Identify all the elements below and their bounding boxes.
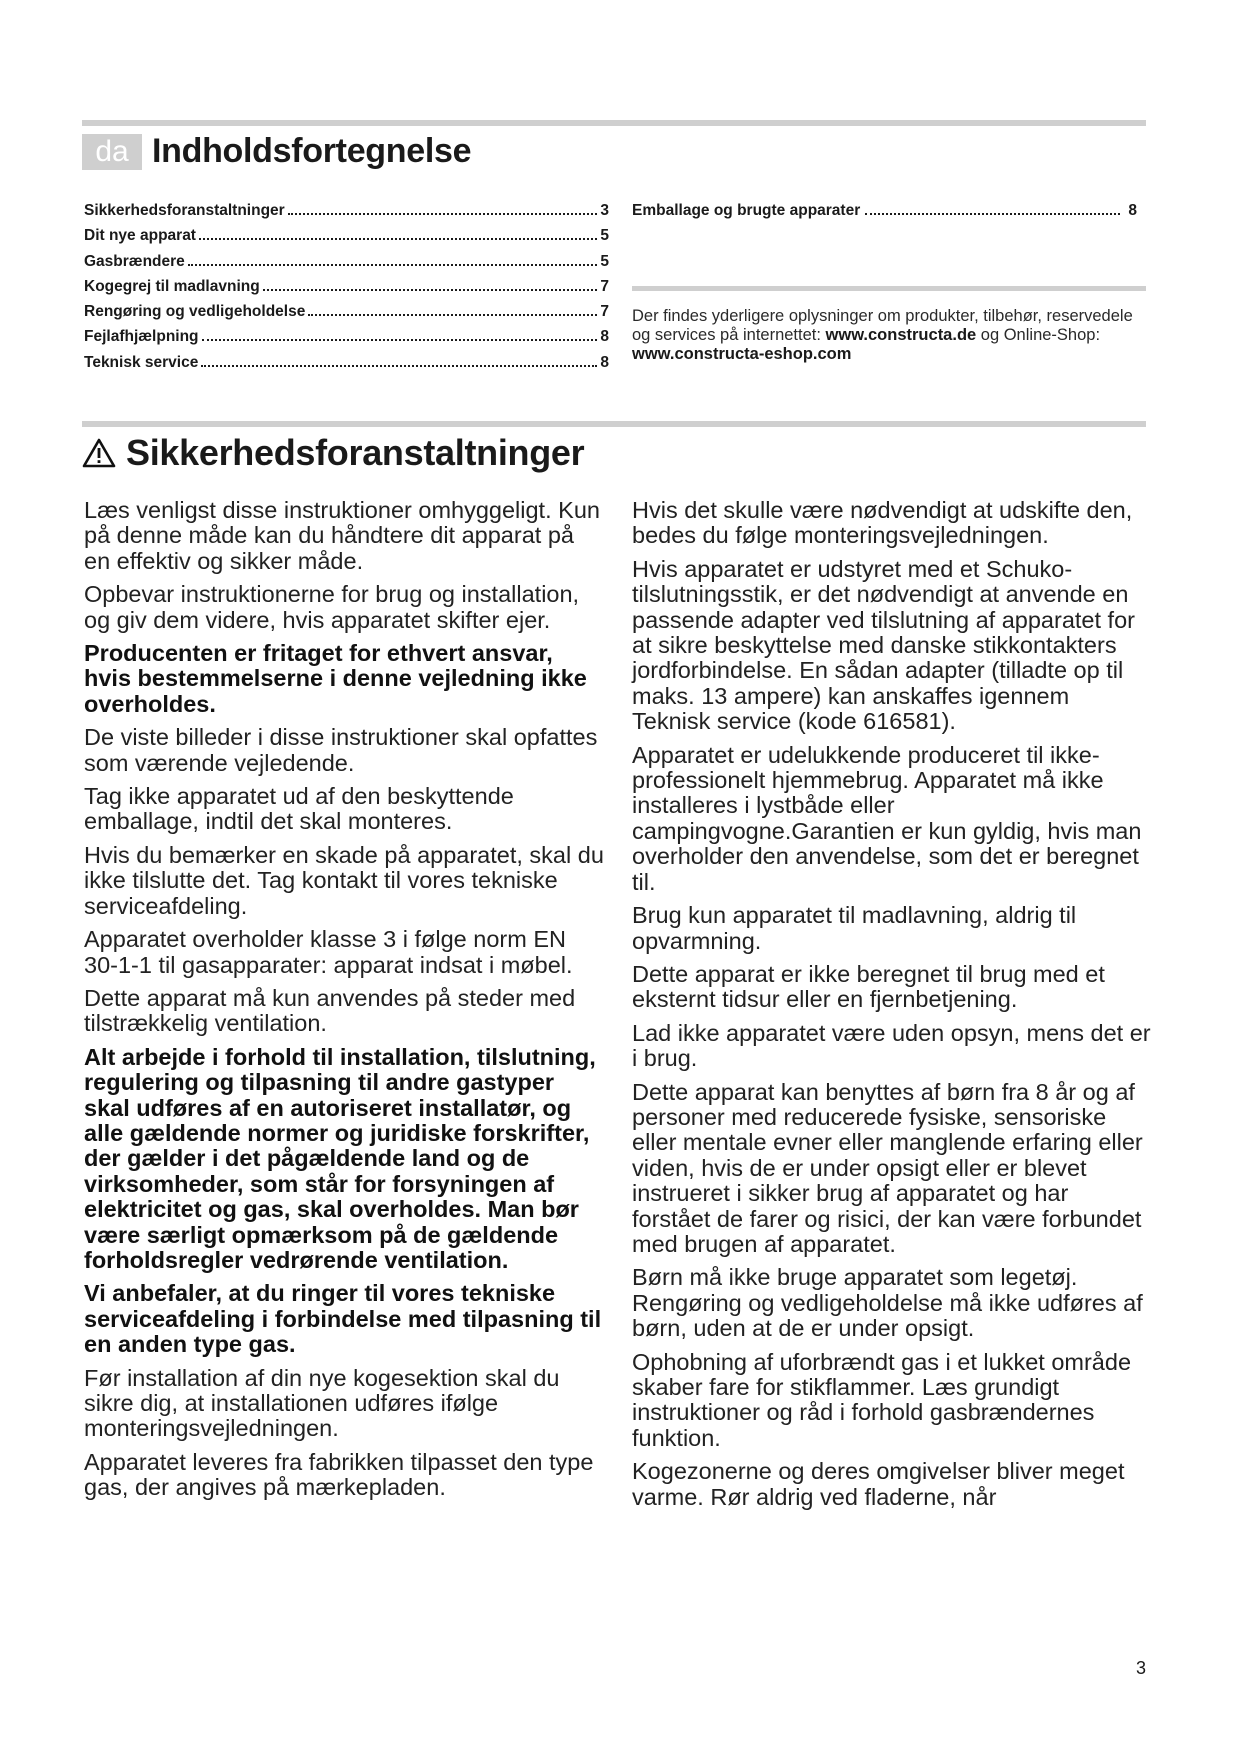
right-column xyxy=(632,498,1152,1518)
toc-leader-dots xyxy=(308,313,597,316)
toc-entry[interactable] xyxy=(84,274,609,299)
toc-entry-page: 8 xyxy=(1128,202,1137,219)
bold-paragraph: Vi anbefaler, at du ringer til vores tekniske serviceafdeling i forbindelse med tilpasning til en anden type gas. xyxy=(84,1280,602,1358)
paragraph: Før installation af din nye kogesektion skal du sikre dig, at installationen udføres ifølge monteringsvejledningen. xyxy=(84,1364,560,1442)
toc-leader-dots xyxy=(865,212,1120,215)
info-rule xyxy=(632,286,1146,291)
paragraph: Hvis det skulle være nødvendigt at udskifte den, bedes du følge monteringsvejledningen. xyxy=(632,497,1133,549)
toc-leader-dots xyxy=(288,212,598,215)
toc-entry-page: 5 xyxy=(600,227,609,245)
info-note xyxy=(632,307,1152,364)
eshop-link[interactable]: www.constructa-eshop.com xyxy=(632,345,852,363)
toc-leader-dots xyxy=(199,237,597,240)
toc-entry-label: Gasbrændere xyxy=(84,252,185,270)
toc-entry-page: 7 xyxy=(600,303,609,321)
section-title: Sikkerhedsforanstaltninger xyxy=(126,432,585,473)
bold-paragraph: Alt arbejde i forhold til installation, tilslutning, regulering og tilpasning til andre gastyper skal udføres af en autoriseret installatør, og alle gældende normer og juridiske forskrifter, der gælder i det pågældende land og de virksomheder, som står for forsyningen af elektricitet og gas, skal overholdes. Man bør være særligt opmærksom på de gældende forholdsregler vedrørende ventilation. xyxy=(84,1043,596,1273)
toc-entry-label: Kogegrej til madlavning xyxy=(84,277,260,295)
language-badge: da xyxy=(82,134,142,170)
toc-entry[interactable] xyxy=(84,249,609,274)
warning-icon xyxy=(82,437,116,469)
paragraph: Hvis apparatet er udstyret med et Schuko-tilslutningsstik, er det nødvendigt at anvende en passende adapter ved tilslutning af apparatet for at sikre beskyttelse med danske stikkontakters jordforbindelse. En sådan adapter (tilladte op til maks. 13 ampere) kan anskaffes igennem Teknisk service (kode 616581). xyxy=(632,555,1135,735)
paragraph: Lad ikke apparatet være uden opsyn, mens det er i brug. xyxy=(632,1019,1151,1072)
toc-list-right xyxy=(632,198,1137,223)
paragraph: Kogezonerne og deres omgivelser bliver meget varme. Rør aldrig ved fladerne, når xyxy=(632,1458,1125,1510)
toc-entry[interactable] xyxy=(632,198,1137,223)
header-rule xyxy=(82,120,1146,126)
website-link[interactable]: www.constructa.de xyxy=(825,326,977,344)
toc-leader-dots xyxy=(201,364,597,367)
toc-entry-page: 8 xyxy=(600,353,609,371)
info-note-text: og Online-Shop: xyxy=(976,326,1101,344)
bold-paragraph: Producenten er fritaget for ethvert ansvar, hvis bestemmelserne i denne vejledning ikke overholdes. xyxy=(84,640,587,717)
toc-entry[interactable] xyxy=(84,223,609,248)
paragraph: Børn må ikke bruge apparatet som legetøj. Rengøring og vedligeholdelse må ikke udføres af børn, uden at de er under opsigt. xyxy=(632,1264,1143,1342)
paragraph: Apparatet er udelukkende produceret til ikke-professionelt hjemmebrug. Apparatet må ikke installeres i lystbåde eller campingvogne.Garantien er kun gyldig, hvis man overholder den anvendelse, som det er beregnet til. xyxy=(632,741,1142,895)
toc-entry-page: 7 xyxy=(600,277,609,295)
paragraph: De viste billeder i disse instruktioner skal opfattes som værende vejledende. xyxy=(84,724,598,776)
paragraph: Apparatet overholder klasse 3 i følge norm EN 30-1-1 til gasapparater: apparat indsat i møbel. xyxy=(84,926,573,978)
paragraph: Dette apparat kan benyttes af børn fra 8 år og af personer med reducerede fysiske, sensoriske eller mentale evner eller manglende erfaring eller viden, hvis de er under opsigt eller er blevet instrueret i sikker brug af apparatet og har forstået de farer og risici, der kan være forbundet med brugen af apparatet. xyxy=(632,1078,1143,1257)
paragraph: Læs venligst disse instruktioner omhyggeligt. Kun på denne måde kan du håndtere dit apparat på en effektiv og sikker måde. xyxy=(84,497,600,574)
toc-entry-label: Fejlafhjælpning xyxy=(84,328,199,346)
paragraph: Brug kun apparatet til madlavning, aldrig til opvarmning. xyxy=(632,902,1077,954)
toc-leader-dots xyxy=(188,263,598,266)
toc-entry[interactable] xyxy=(84,350,609,375)
info-note-text: Der findes yderligere oplysninger om produkter, tilbehør, reservedele og services på internettet: xyxy=(632,307,1133,344)
toc-leader-dots xyxy=(202,338,598,341)
section-heading xyxy=(82,430,584,476)
page-number: 3 xyxy=(1135,1658,1146,1678)
toc-entry-page: 5 xyxy=(600,252,609,270)
section-rule xyxy=(82,421,1146,427)
paragraph: Dette apparat må kun anvendes på steder med tilstrækkelig ventilation. xyxy=(84,984,576,1037)
paragraph: Tag ikke apparatet ud af den beskyttende emballage, indtil det skal monteres. xyxy=(84,783,514,835)
paragraph: Dette apparat er ikke beregnet til brug med et eksternt tidsur eller en fjernbetjening. xyxy=(632,960,1105,1013)
toc-entry-label: Emballage og brugte apparater xyxy=(632,202,861,219)
paragraph: Ophobning af uforbrændt gas i et lukket område skaber fare for stikflammer. Læs grundigt instruktioner og råd i forhold gasbrændernes funktion. xyxy=(632,1348,1132,1451)
toc-entry-label: Sikkerhedsforanstaltninger xyxy=(84,202,285,219)
paragraph: Hvis du bemærker en skade på apparatet, skal du ikke tilslutte det. Tag kontakt til vores tekniske serviceafdeling. xyxy=(84,841,604,919)
toc-title: Indholdsfortegnelse xyxy=(152,132,472,170)
toc-entry-label: Teknisk service xyxy=(84,353,199,371)
toc-entry-label: Rengøring og vedligeholdelse xyxy=(84,303,306,321)
toc-entry-label: Dit nye apparat xyxy=(84,227,196,245)
paragraph: Opbevar instruktionerne for brug og installation, og giv dem videre, hvis apparatet skifter ejer. xyxy=(84,581,580,633)
paragraph: Apparatet leveres fra fabrikken tilpasset den type gas, der angives på mærkepladen. xyxy=(84,1448,594,1501)
toc-entry[interactable] xyxy=(84,299,609,324)
toc-entry[interactable] xyxy=(84,198,609,223)
left-column xyxy=(84,498,604,1509)
toc-leader-dots xyxy=(263,288,598,291)
toc-entry[interactable] xyxy=(84,324,609,349)
toc-entry-page: 3 xyxy=(600,202,609,219)
toc-entry-page: 8 xyxy=(600,328,609,346)
toc-list-left xyxy=(84,198,609,375)
